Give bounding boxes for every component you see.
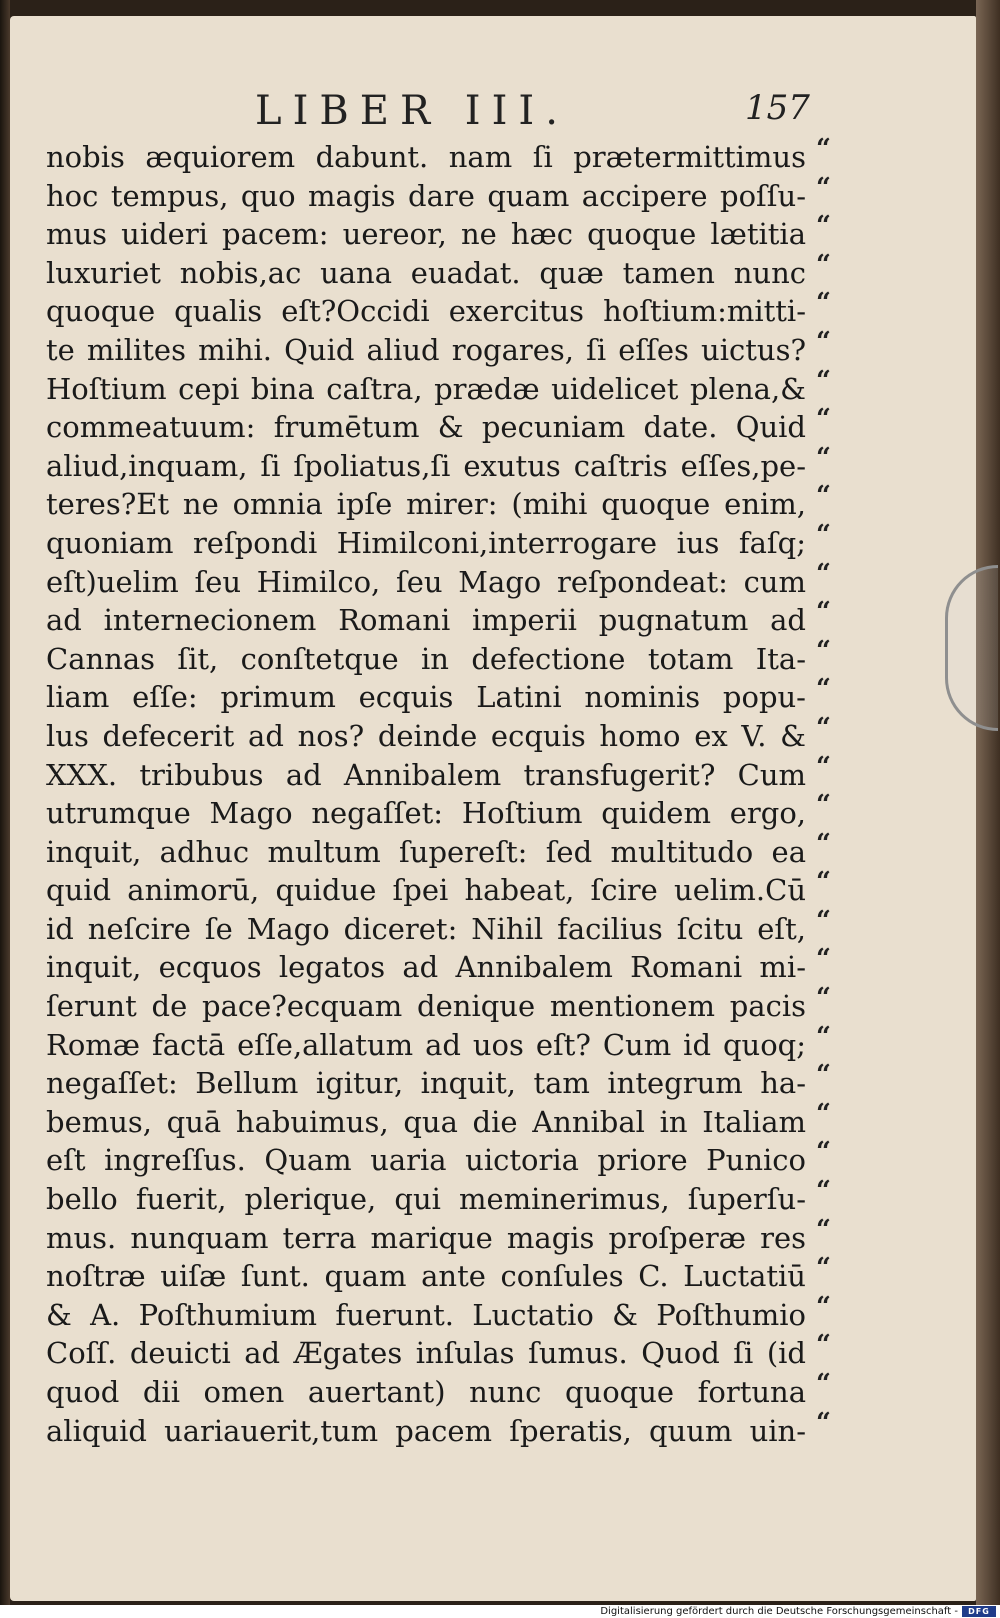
quote-mark: “ [816,481,831,512]
footer [0,1605,1000,1618]
quote-mark: “ [816,365,831,396]
book-page [10,16,976,1601]
text-line: quoque qualis eſt?Occidi exercitus hoſtium:mitti- [46,294,806,329]
body-text [46,138,806,1450]
text-line: utrumque Mago negaſſet: Hoſtium quidem ergo, [46,796,806,831]
quote-mark: “ [816,597,831,628]
text-line: ſerunt de pace?ecquam denique mentionem pacis [46,989,806,1024]
text-line: mus uideri pacem: uereor, ne hæc quoque lætitia [46,217,806,252]
quote-mark: “ [816,867,831,898]
quote-mark: “ [816,1098,831,1129]
quote-mark: “ [816,404,831,435]
page-number: 157 [745,88,810,128]
text-line: Cannas ſit, conſtetque in defectione totam Ita- [46,641,806,676]
text-line: & A. Poſthumium fuerunt. Luctatio & Poſthumio [46,1297,806,1332]
text-line: XXX. tribubus ad Annibalem transfugerit? Cum [46,757,806,792]
quote-mark: “ [816,1176,831,1207]
text-line: quid animorū, quidue ſpei habeat, ſcire uelim.Cū [46,873,806,908]
quote-mark: “ [816,1369,831,1399]
quote-mark: “ [816,326,831,357]
quote-mark: “ [816,983,831,1014]
text-line: aliud,inquam, ſi ſpoliatus,ſi exutus caſtris eſſes,pe- [46,448,806,483]
text-line: commeatuum: frumētum & pecuniam date. Quid [46,410,806,445]
quote-mark: “ [816,1021,831,1052]
quote-mark: “ [816,288,831,319]
quote-mark: “ [816,1214,831,1245]
text-line: aliquid uariauerit,tum pacem ſperatis, quum uin- [46,1413,806,1448]
quote-mark: “ [816,519,831,550]
quote-mark: “ [816,211,831,242]
quote-mark: “ [816,1291,831,1322]
quote-mark: “ [816,134,831,164]
quote-mark: “ [816,712,831,743]
text-line: quod dii omen auertant) nunc quoque fortuna [46,1375,806,1409]
quote-mark: “ [816,790,831,821]
text-line: nobis æquiorem dabunt. nam ſi prætermittimus [46,140,806,174]
running-head: LIBER III. [255,88,569,134]
quote-mark: “ [816,1060,831,1091]
text-line: negaſſet: Bellum igitur, inquit, tam integrum ha- [46,1066,806,1101]
quote-mark: “ [816,172,831,203]
text-line: id neſcire ſe Mago diceret: Nihil facilius ſcitu eſt, [46,911,806,946]
text-line: quoniam reſpondi Himilconi,interrogare ius faſq; [46,525,806,560]
text-line: teres?Et ne omnia ipſe mirer: (mihi quoque enim, [46,487,806,522]
quote-mark: “ [816,1407,831,1438]
text-line: eſt ingreſſus. Quam uaria uictoria priore Punico [46,1143,806,1178]
page-edge [976,0,1000,1605]
text-line: ad internecionem Romani imperii pugnatum ad [46,603,806,638]
quote-mark: “ [816,674,831,705]
text-line: inquit, adhuc multum ſupereſt: ſed multitudo ea [46,834,806,869]
text-line: bemus, quā habuimus, qua die Annibal in Italiam [46,1104,806,1139]
quote-mark: “ [816,558,831,589]
text-line: te milites mihi. Quid aliud rogares, ſi eſſes uictus? [46,332,806,367]
dfg-logo-icon: DFG [962,1606,996,1617]
text-line: eſt)uelim ſeu Himilco, ſeu Mago reſpondeat: cum [46,564,806,599]
text-line: lus defecerit ad nos? deinde ecquis homo ex V. & [46,718,806,753]
quote-mark: “ [816,905,831,936]
margin-quote-marks [816,130,856,1442]
text-line: hoc tempus, quo magis dare quam accipere poſſu- [46,178,806,213]
quote-mark: “ [816,635,831,666]
text-line: mus. nunquam terra marique magis proſperæ res [46,1220,806,1255]
quote-mark: “ [816,944,831,975]
page-clip [945,565,998,731]
footer-credit: Digitalisierung gefördert durch die Deutsche Forschungsgemeinschaft - [600,1606,958,1617]
text-line: luxuriet nobis,ac uana euadat. quæ tamen nunc [46,255,806,290]
quote-mark: “ [816,249,831,280]
text-line: Hoſtium cepi bina caſtra, prædæ uidelicet plena,& [46,371,806,406]
quote-mark: “ [816,1330,831,1361]
text-line: noſtræ uiſæ ſunt. quam ante conſules C. Luctatiū [46,1259,806,1294]
quote-mark: “ [816,442,831,473]
quote-mark: “ [816,751,831,782]
text-line: bello fuerit, plerique, qui meminerimus, ſuperſu- [46,1182,806,1217]
text-line: inquit, ecquos legatos ad Annibalem Romani mi- [46,950,806,985]
text-line: Coſſ. deuicti ad Ægates inſulas ſumus. Quod ſi (id [46,1336,806,1371]
quote-mark: “ [816,1137,831,1168]
quote-mark: “ [816,1253,831,1284]
text-line: liam eſſe: primum ecquis Latini nominis popu- [46,680,806,715]
text-line: Romæ factā eſſe,allatum ad uos eſt? Cum id quoq; [46,1027,806,1062]
quote-mark: “ [816,828,831,859]
book-spine [0,0,10,1605]
